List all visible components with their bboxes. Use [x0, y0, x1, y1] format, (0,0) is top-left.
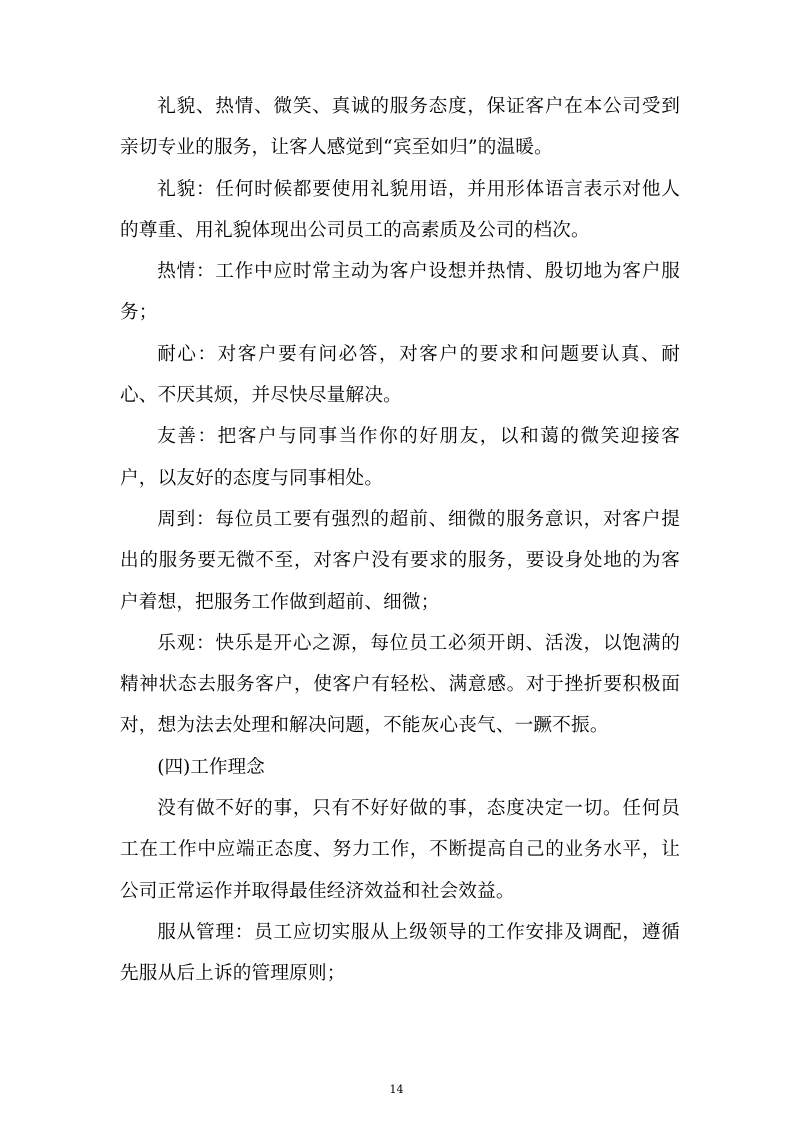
paragraph-work-philosophy: 没有做不好的事，只有不好好做的事，态度决定一切。任何员工在工作中应端正态度、努力工作，不断提高自己的业务水平，让公司正常运作并取得最佳经济效益和社会效益。 [120, 798, 680, 902]
paragraph-enthusiasm: 热情：工作中应时常主动为客户设想并热情、殷切地为客户服务； [120, 261, 680, 324]
page-body [120, 86, 680, 995]
paragraph-politeness: 礼貌：任何时候都要使用礼貌用语，并用形体语言表示对他人的尊重、用礼貌体现出公司员工的高素质及公司的档次。 [120, 178, 680, 241]
paragraph-optimism: 乐观：快乐是开心之源，每位员工必须开朗、活泼，以饱满的精神状态去服务客户，使客户有轻松、满意感。对于挫折要积极面对，想为法去处理和解决问题，不能灰心丧气、一蹶不振。 [120, 632, 680, 737]
paragraph-patience: 耐心：对客户要有问必答，对客户的要求和问题要认真、耐心、不厌其烦，并尽快尽量解决。 [120, 343, 680, 407]
paragraph-thoroughness: 周到：每位员工要有强烈的超前、细微的服务意识，对客户提出的服务要无微不至，对客户没有要求的服务，要设身处地的为客户着想，把服务工作做到超前、细微； [120, 508, 680, 613]
paragraph-service-attitude: 礼貌、热情、微笑、真诚的服务态度，保证客户在本公司受到亲切专业的服务，让客人感觉到“宾至如归”的温暖。 [120, 96, 680, 159]
page-number: 14 [389, 1083, 404, 1096]
section-heading-work-philosophy: (四)工作理念 [157, 756, 265, 778]
paragraph-friendliness: 友善：把客户与同事当作你的好朋友，以和蔼的微笑迎接客户，以友好的态度与同事相处。 [120, 426, 680, 489]
paragraph-obey-management: 服从管理：员工应切实服从上级领导的工作安排及调配，遵循先服从后上诉的管理原则； [120, 921, 680, 985]
